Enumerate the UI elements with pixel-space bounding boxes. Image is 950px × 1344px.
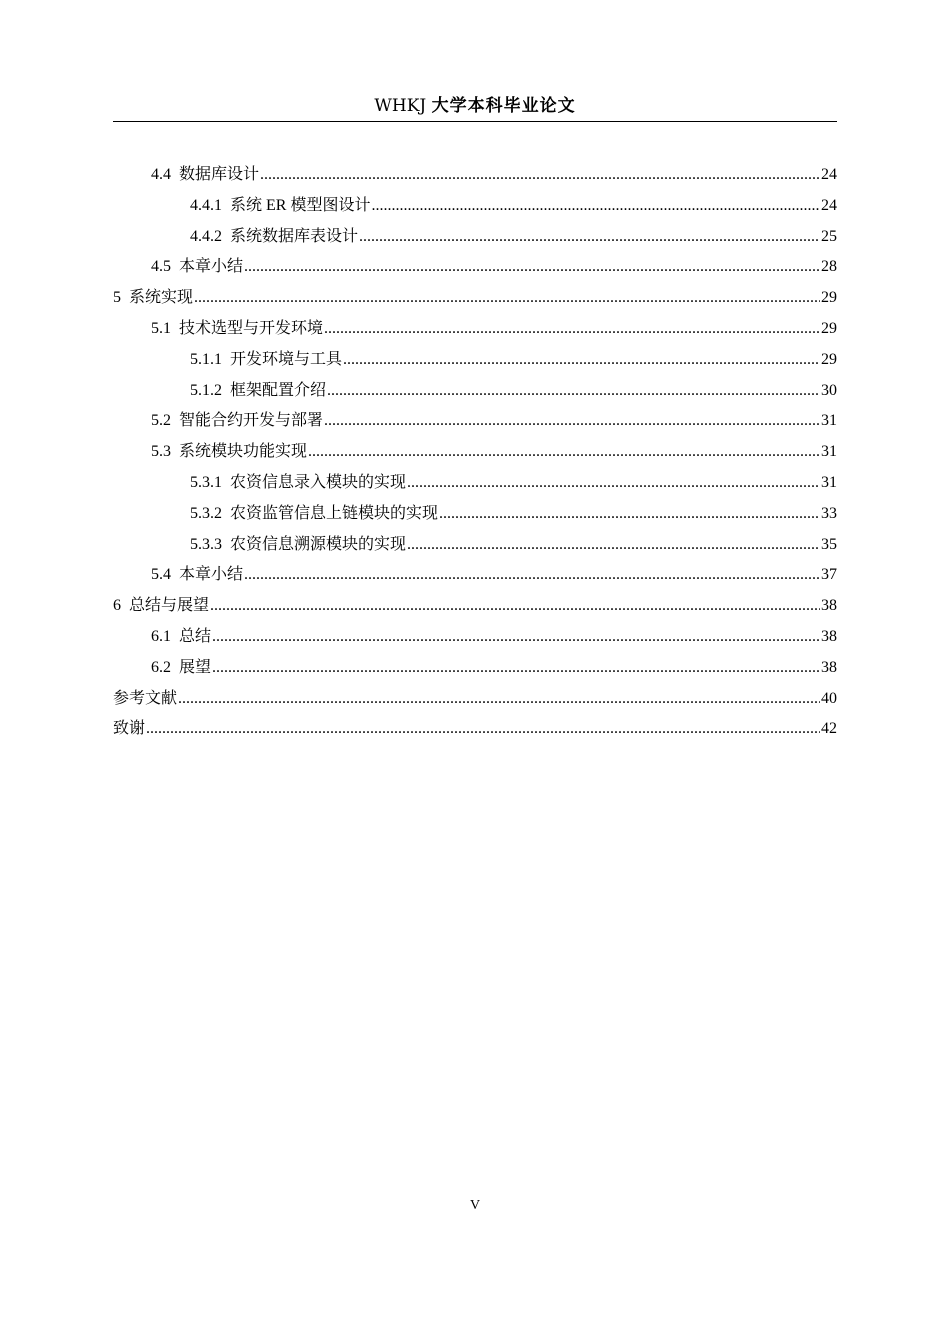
toc-entry-page: 35 bbox=[821, 535, 837, 553]
header-title: 大学本科毕业论文 bbox=[431, 96, 576, 116]
toc-dot-leader bbox=[146, 714, 820, 745]
toc-entry-number: 4.4 bbox=[151, 166, 171, 183]
toc-entry-page: 24 bbox=[821, 196, 837, 214]
toc-dot-leader bbox=[371, 191, 820, 222]
toc-entry[interactable] bbox=[113, 684, 837, 715]
toc-entry-title: 农资信息录入模块的实现 bbox=[230, 473, 407, 491]
toc-entry-title: 开发环境与工具 bbox=[230, 350, 343, 368]
toc-entry-page: 28 bbox=[821, 258, 837, 276]
table-of-contents bbox=[113, 160, 837, 745]
toc-entry-title: 总结与展望 bbox=[129, 597, 210, 615]
toc-entry-title: 系统数据库表设计 bbox=[230, 227, 359, 245]
page-header bbox=[113, 93, 837, 122]
toc-entry-title: 农资监管信息上链模块的实现 bbox=[230, 504, 439, 522]
toc-entry-number: 6 bbox=[113, 597, 121, 615]
toc-entry-page: 31 bbox=[821, 412, 837, 430]
toc-entry-title: 数据库设计 bbox=[179, 166, 260, 183]
toc-entry-page: 29 bbox=[821, 350, 837, 368]
toc-entry[interactable] bbox=[113, 191, 837, 222]
toc-entry[interactable] bbox=[113, 406, 837, 437]
toc-entry[interactable] bbox=[113, 345, 837, 376]
toc-entry[interactable] bbox=[113, 622, 837, 653]
toc-entry[interactable] bbox=[113, 530, 837, 561]
toc-entry-title: 框架配置介绍 bbox=[230, 381, 327, 399]
toc-entry-title: 智能合约开发与部署 bbox=[179, 412, 324, 430]
toc-entry[interactable] bbox=[113, 653, 837, 684]
toc-dot-leader bbox=[324, 406, 820, 437]
toc-entry[interactable] bbox=[113, 437, 837, 468]
toc-entry[interactable] bbox=[113, 283, 837, 314]
toc-entry-title: 农资信息溯源模块的实现 bbox=[230, 535, 407, 553]
toc-entry-number: 5.2 bbox=[151, 412, 171, 430]
toc-entry-number: 6.1 bbox=[151, 627, 171, 645]
toc-entry-number: 4.5 bbox=[151, 258, 171, 276]
toc-entry[interactable] bbox=[113, 376, 837, 407]
toc-entry-number: 5.3.1 bbox=[190, 473, 222, 491]
toc-entry-number: 4.4.2 bbox=[190, 227, 222, 245]
page-number: V bbox=[469, 1198, 481, 1213]
toc-entry-page: 40 bbox=[821, 689, 837, 707]
toc-entry[interactable] bbox=[113, 314, 837, 345]
toc-entry-page: 29 bbox=[821, 319, 837, 337]
toc-dot-leader bbox=[194, 283, 820, 314]
toc-dot-leader bbox=[439, 499, 820, 530]
toc-entry-title: 总结 bbox=[179, 627, 212, 645]
toc-entry-title: 系统模块功能实现 bbox=[179, 443, 308, 461]
toc-entry-page: 38 bbox=[821, 627, 837, 645]
toc-entry[interactable] bbox=[113, 714, 837, 745]
toc-entry-title: 系统实现 bbox=[129, 289, 194, 307]
toc-entry-page: 30 bbox=[821, 381, 837, 399]
toc-entry-title: 本章小结 bbox=[179, 258, 244, 276]
toc-dot-leader bbox=[260, 160, 820, 191]
toc-entry[interactable] bbox=[113, 560, 837, 591]
toc-entry[interactable] bbox=[113, 222, 837, 253]
toc-entry-page: 37 bbox=[821, 566, 837, 584]
toc-entry[interactable] bbox=[113, 160, 837, 191]
toc-dot-leader bbox=[244, 252, 820, 283]
toc-entry-page: 31 bbox=[821, 473, 837, 491]
toc-dot-leader bbox=[178, 684, 820, 715]
toc-dot-leader bbox=[343, 345, 820, 376]
toc-dot-leader bbox=[212, 653, 820, 684]
toc-entry-page: 24 bbox=[821, 166, 837, 183]
toc-entry-page: 29 bbox=[821, 289, 837, 307]
toc-dot-leader bbox=[327, 376, 820, 407]
toc-entry-page: 38 bbox=[821, 597, 837, 615]
toc-entry-page: 33 bbox=[821, 504, 837, 522]
toc-entry-page: 25 bbox=[821, 227, 837, 245]
toc-entry-page: 38 bbox=[821, 658, 837, 676]
toc-entry-number: 5.4 bbox=[151, 566, 171, 584]
toc-dot-leader bbox=[407, 530, 820, 561]
toc-entry[interactable] bbox=[113, 252, 837, 283]
toc-entry-title: 技术选型与开发环境 bbox=[179, 319, 324, 337]
toc-dot-leader bbox=[244, 560, 820, 591]
toc-dot-leader bbox=[407, 468, 820, 499]
toc-entry-title: 系统 ER 模型图设计 bbox=[230, 196, 371, 214]
toc-entry-page: 42 bbox=[821, 720, 837, 738]
toc-dot-leader bbox=[359, 222, 820, 253]
toc-entry[interactable] bbox=[113, 499, 837, 530]
header-prefix: WHKJ bbox=[374, 96, 432, 116]
toc-entry-number: 5.3.2 bbox=[190, 504, 222, 522]
toc-dot-leader bbox=[210, 591, 820, 622]
toc-dot-leader bbox=[212, 622, 820, 653]
toc-dot-leader bbox=[324, 314, 820, 345]
toc-entry-title: 本章小结 bbox=[179, 566, 244, 584]
toc-entry-number: 5.1.1 bbox=[190, 350, 222, 368]
toc-entry-number: 6.2 bbox=[151, 658, 171, 676]
toc-entry-number: 5.1.2 bbox=[190, 381, 222, 399]
toc-entry-number: 4.4.1 bbox=[190, 196, 222, 214]
toc-entry-number: 5.3.3 bbox=[190, 535, 222, 553]
toc-entry-page: 31 bbox=[821, 443, 837, 461]
toc-entry[interactable] bbox=[113, 591, 837, 622]
toc-entry-number: 5.3 bbox=[151, 443, 171, 461]
toc-dot-leader bbox=[308, 437, 820, 468]
toc-entry-title: 致谢 bbox=[113, 720, 146, 738]
toc-entry[interactable] bbox=[113, 468, 837, 499]
toc-entry-title: 参考文献 bbox=[113, 689, 178, 707]
toc-entry-number: 5.1 bbox=[151, 319, 171, 337]
toc-entry-title: 展望 bbox=[179, 658, 212, 676]
toc-entry-number: 5 bbox=[113, 289, 121, 307]
